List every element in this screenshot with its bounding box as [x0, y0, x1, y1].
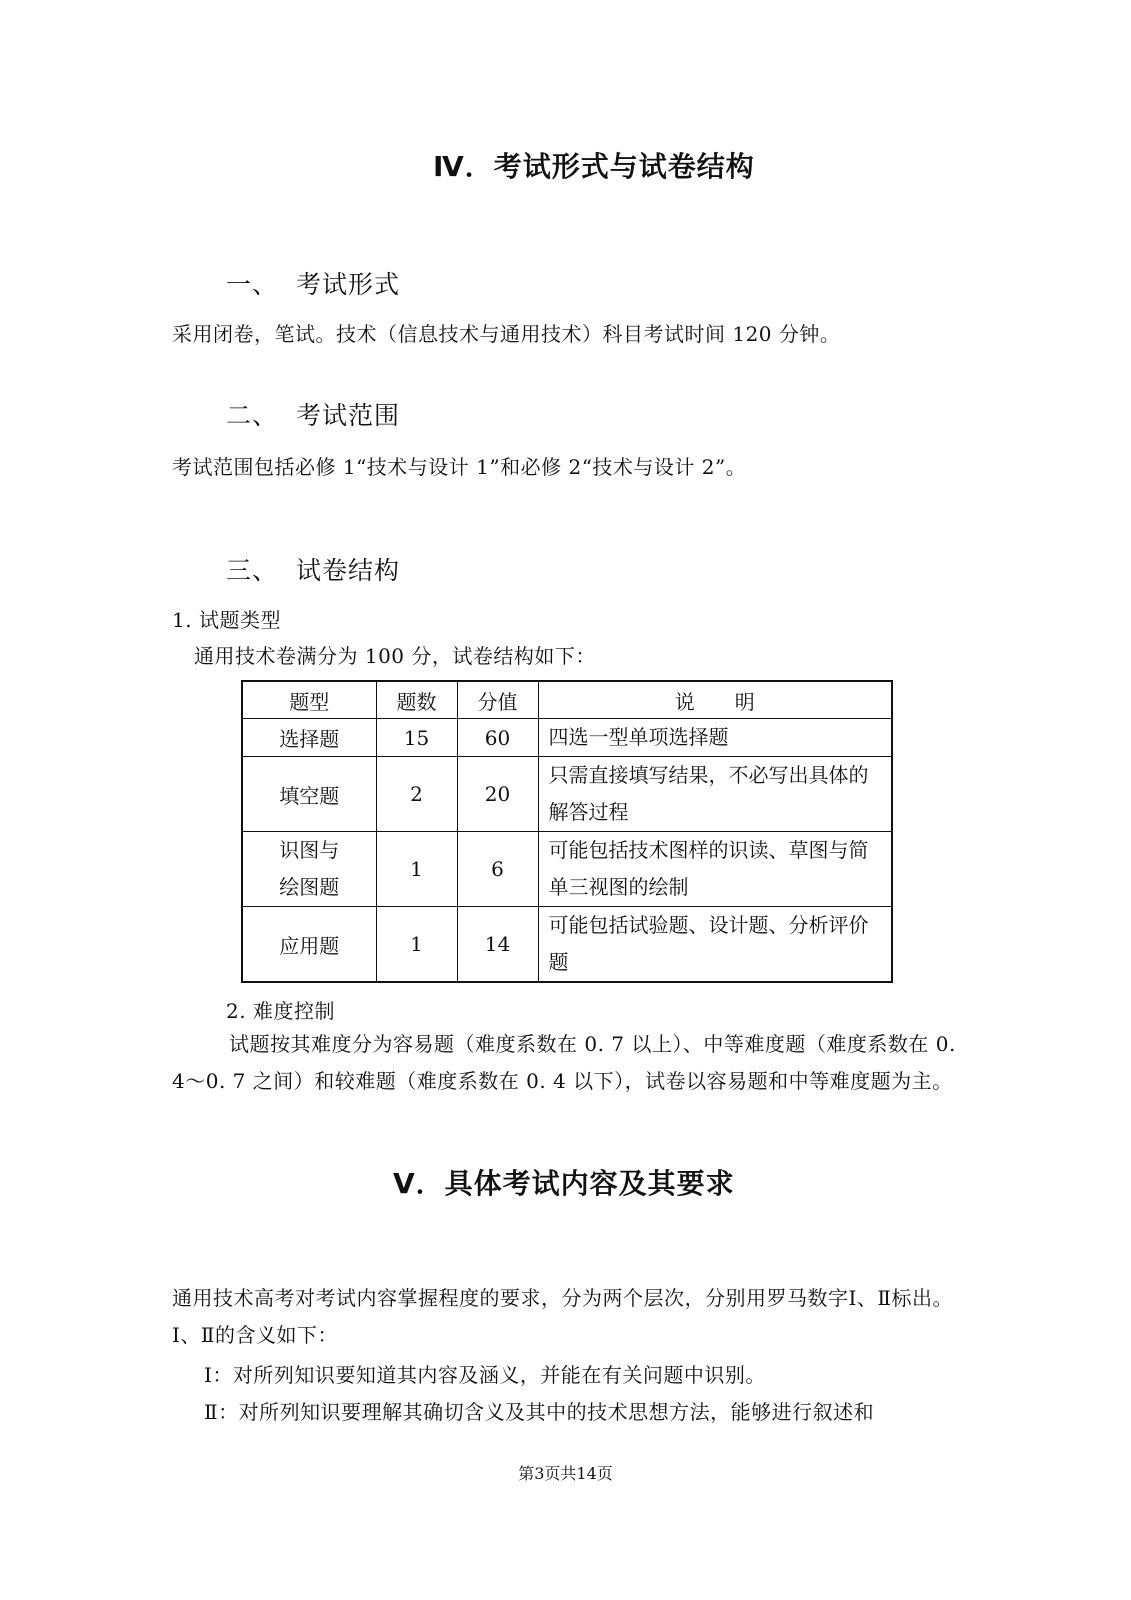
section-5-title: Ⅴ．具体考试内容及其要求 — [393, 1167, 735, 1200]
cell-desc: 可能包括技术图样的识读、草图与简单三视图的绘制 — [538, 832, 892, 907]
difficulty-paragraph: 试题按其难度分为容易题（难度系数在 0. 7 以上）、中等难度题（难度系数在 0. 4～0. 7 之间）和较难题（难度系数在 0. 4 以下），试卷以容易题和中等难度题为主。 — [172, 1032, 956, 1093]
cell-desc: 只需直接填写结果，不必写出具体的解答过程 — [538, 757, 892, 832]
header-score: 分值 — [457, 681, 538, 719]
sub-heading-question-types: 1. 试题类型 — [172, 608, 281, 632]
level-2-definition: Ⅱ：对所列知识要理解其确切含义及其中的技术思想方法，能够进行叙述和 — [204, 1400, 875, 1424]
cell-score: 14 — [457, 907, 538, 983]
sub-heading-difficulty: 2. 难度控制 — [226, 999, 335, 1023]
table-row — [242, 719, 892, 757]
part-1-number: 一、 — [226, 270, 279, 299]
cell-type: 应用题 — [242, 907, 376, 983]
cell-type: 填空题 — [242, 757, 376, 832]
section-5-intro: 通用技术高考对考试内容掌握程度的要求，分为两个层次，分别用罗马数字Ⅰ、Ⅱ标出。Ⅰ、Ⅱ的含义如下： — [172, 1286, 953, 1347]
part-3-heading-text: 试卷结构 — [296, 556, 401, 585]
section-4-title: Ⅳ．考试形式与试卷结构 — [433, 150, 755, 183]
header-type: 题型 — [242, 681, 376, 719]
part-3-heading — [226, 551, 400, 587]
header-count: 题数 — [376, 681, 457, 719]
part-1-text: 采用闭卷，笔试。技术（信息技术与通用技术）科目考试时间 120 分钟。 — [172, 322, 841, 346]
part-2-text: 考试范围包括必修 1“技术与设计 1”和必修 2“技术与设计 2”。 — [172, 455, 747, 479]
cell-desc: 可能包括试验题、设计题、分析评价题 — [538, 907, 892, 983]
header-desc: 说 明 — [538, 681, 892, 719]
cell-type: 选择题 — [242, 719, 376, 757]
exam-structure-table — [241, 680, 893, 983]
cell-count: 15 — [376, 719, 457, 757]
table-row — [242, 832, 892, 907]
level-1-definition: Ⅰ：对所列知识要知道其内容及涵义，并能在有关问题中识别。 — [204, 1363, 766, 1387]
cell-count: 1 — [376, 907, 457, 983]
part-2-heading-text: 考试范围 — [296, 401, 401, 430]
table-intro: 通用技术卷满分为 100 分，试卷结构如下： — [194, 644, 596, 668]
cell-desc: 四选一型单项选择题 — [538, 719, 892, 757]
part-2-number: 二、 — [226, 401, 279, 430]
cell-score: 60 — [457, 719, 538, 757]
cell-count: 2 — [376, 757, 457, 832]
part-3-number: 三、 — [226, 556, 279, 585]
cell-count: 1 — [376, 832, 457, 907]
page-number: 第3页共14页 — [518, 1464, 613, 1483]
part-2-heading — [226, 396, 400, 432]
table-header-row — [242, 681, 892, 719]
cell-score: 20 — [457, 757, 538, 832]
cell-type: 识图与绘图题 — [242, 832, 376, 907]
cell-score: 6 — [457, 832, 538, 907]
table-row — [242, 757, 892, 832]
part-1-heading — [226, 265, 400, 301]
table-row — [242, 907, 892, 983]
part-1-heading-text: 考试形式 — [296, 270, 401, 299]
